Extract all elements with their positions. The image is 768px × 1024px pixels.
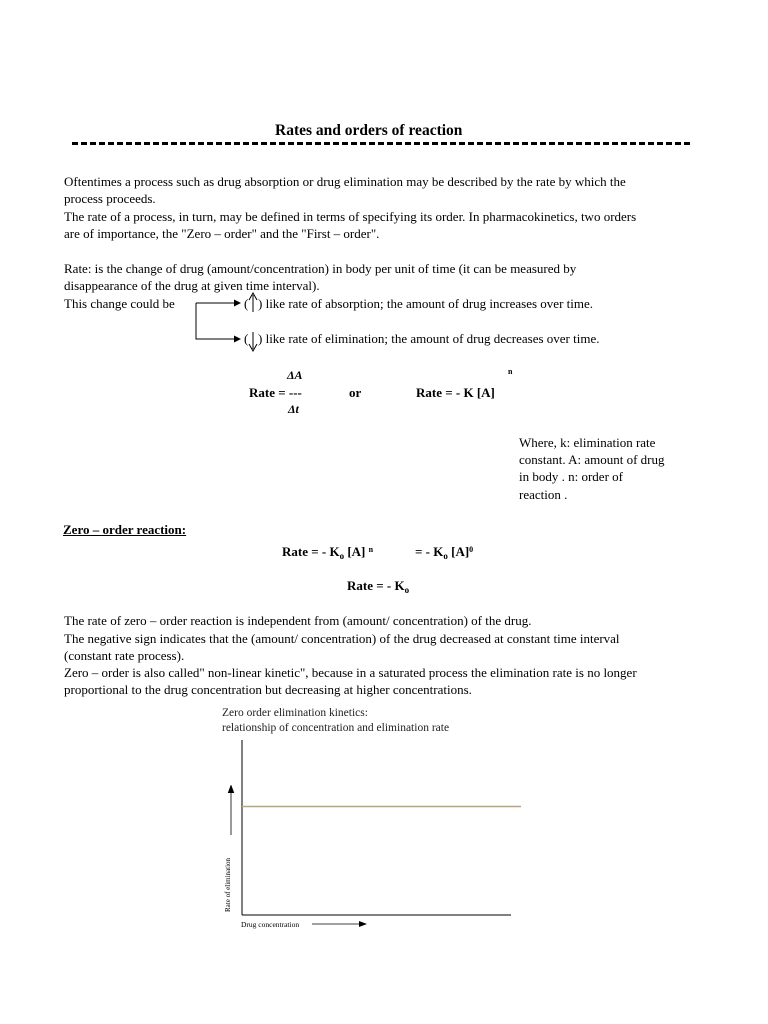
zero-text-line-2: The negative sign indicates that the (amount/ concentration) of the drug decreased at constant time interval bbox=[64, 631, 620, 646]
page-title: Rates and orders of reaction bbox=[275, 122, 463, 139]
increase-text: ) like rate of absorption; the amount of drug increases over time. bbox=[258, 296, 594, 311]
k-subscript: o bbox=[339, 551, 345, 561]
or-label: or bbox=[349, 385, 362, 400]
k-subscript-2: o bbox=[443, 551, 448, 561]
zero-text-line-1: The rate of zero – order reaction is independent from (amount/ concentration) of the drug. bbox=[64, 613, 532, 628]
rate-equation-delta: Rate = --- bbox=[249, 385, 302, 400]
x-axis-label: Drug concentration bbox=[241, 920, 300, 929]
rate-definition-line-2: disappearance of the drug at given time interval). bbox=[64, 278, 320, 293]
rate-definition-line-1: Rate: is the change of drug (amount/concentration) in body per unit of time (it can be measured by bbox=[64, 261, 577, 276]
intro-line-1: Oftentimes a process such as drug absorption or drug elimination may be described by the rate by which the bbox=[64, 174, 626, 189]
eq2-exponent-0: 0 bbox=[469, 545, 474, 554]
k-subscript-3: o bbox=[404, 585, 410, 595]
where-line-2: constant. A: amount of drug bbox=[519, 452, 665, 467]
where-line-4: reaction . bbox=[519, 487, 568, 502]
eq2-a: [A] bbox=[447, 544, 470, 559]
zero-text-line-5: proportional to the drug concentration but decreasing at higher concentrations. bbox=[64, 682, 472, 697]
change-label: This change could be bbox=[64, 296, 175, 311]
x-label-arrowhead bbox=[359, 921, 367, 927]
decrease-open-paren: ( bbox=[244, 331, 249, 346]
intro-line-3: The rate of a process, in turn, may be defined in terms of specifying its order. In pharmacokinetics, two orders bbox=[64, 209, 637, 224]
decrease-text: ) like rate of elimination; the amount of drug decreases over time. bbox=[258, 331, 600, 346]
delta-a: ΔA bbox=[287, 368, 303, 382]
zero-order-chart bbox=[215, 735, 535, 940]
zero-order-heading: Zero – order reaction: bbox=[63, 522, 187, 537]
where-line-3: in body . n: order of bbox=[519, 469, 623, 484]
zero-text-line-4: Zero – order is also called" non-linear kinetic", because in a saturated process the elimination rate is no longer bbox=[64, 665, 637, 680]
chart-title: Zero order elimination kinetics: bbox=[222, 707, 368, 719]
title-dashed-divider bbox=[72, 142, 690, 145]
chart-subtitle: relationship of concentration and elimination rate bbox=[222, 722, 450, 734]
eq1-a: [A] bbox=[344, 544, 369, 559]
zero-text-line-3: (constant rate process). bbox=[64, 648, 185, 663]
eq1-exponent-n: n bbox=[368, 545, 374, 554]
intro-line-2: process proceeds. bbox=[64, 191, 156, 206]
rate-equation-k: Rate = - K [A] bbox=[416, 385, 495, 400]
zero-order-rate-equation bbox=[347, 577, 409, 594]
eq2-prefix: = - K bbox=[415, 544, 444, 559]
eq3-prefix: Rate = - K bbox=[347, 578, 405, 593]
y-label-arrowhead bbox=[228, 785, 234, 793]
where-line-1: Where, k: elimination rate bbox=[519, 435, 656, 450]
zero-order-equation-1 bbox=[282, 541, 373, 560]
delta-t: Δt bbox=[288, 402, 299, 416]
zero-order-equation-2 bbox=[415, 541, 473, 560]
exponent-n: n bbox=[508, 367, 513, 376]
y-axis-label: Rate of elimination bbox=[224, 857, 232, 912]
eq1-prefix: Rate = - K bbox=[282, 544, 340, 559]
arrow-to-decrease bbox=[196, 303, 240, 339]
increase-open-paren: ( bbox=[244, 296, 249, 311]
intro-line-4: are of importance, the "Zero – order" and the "First – order". bbox=[64, 226, 380, 241]
